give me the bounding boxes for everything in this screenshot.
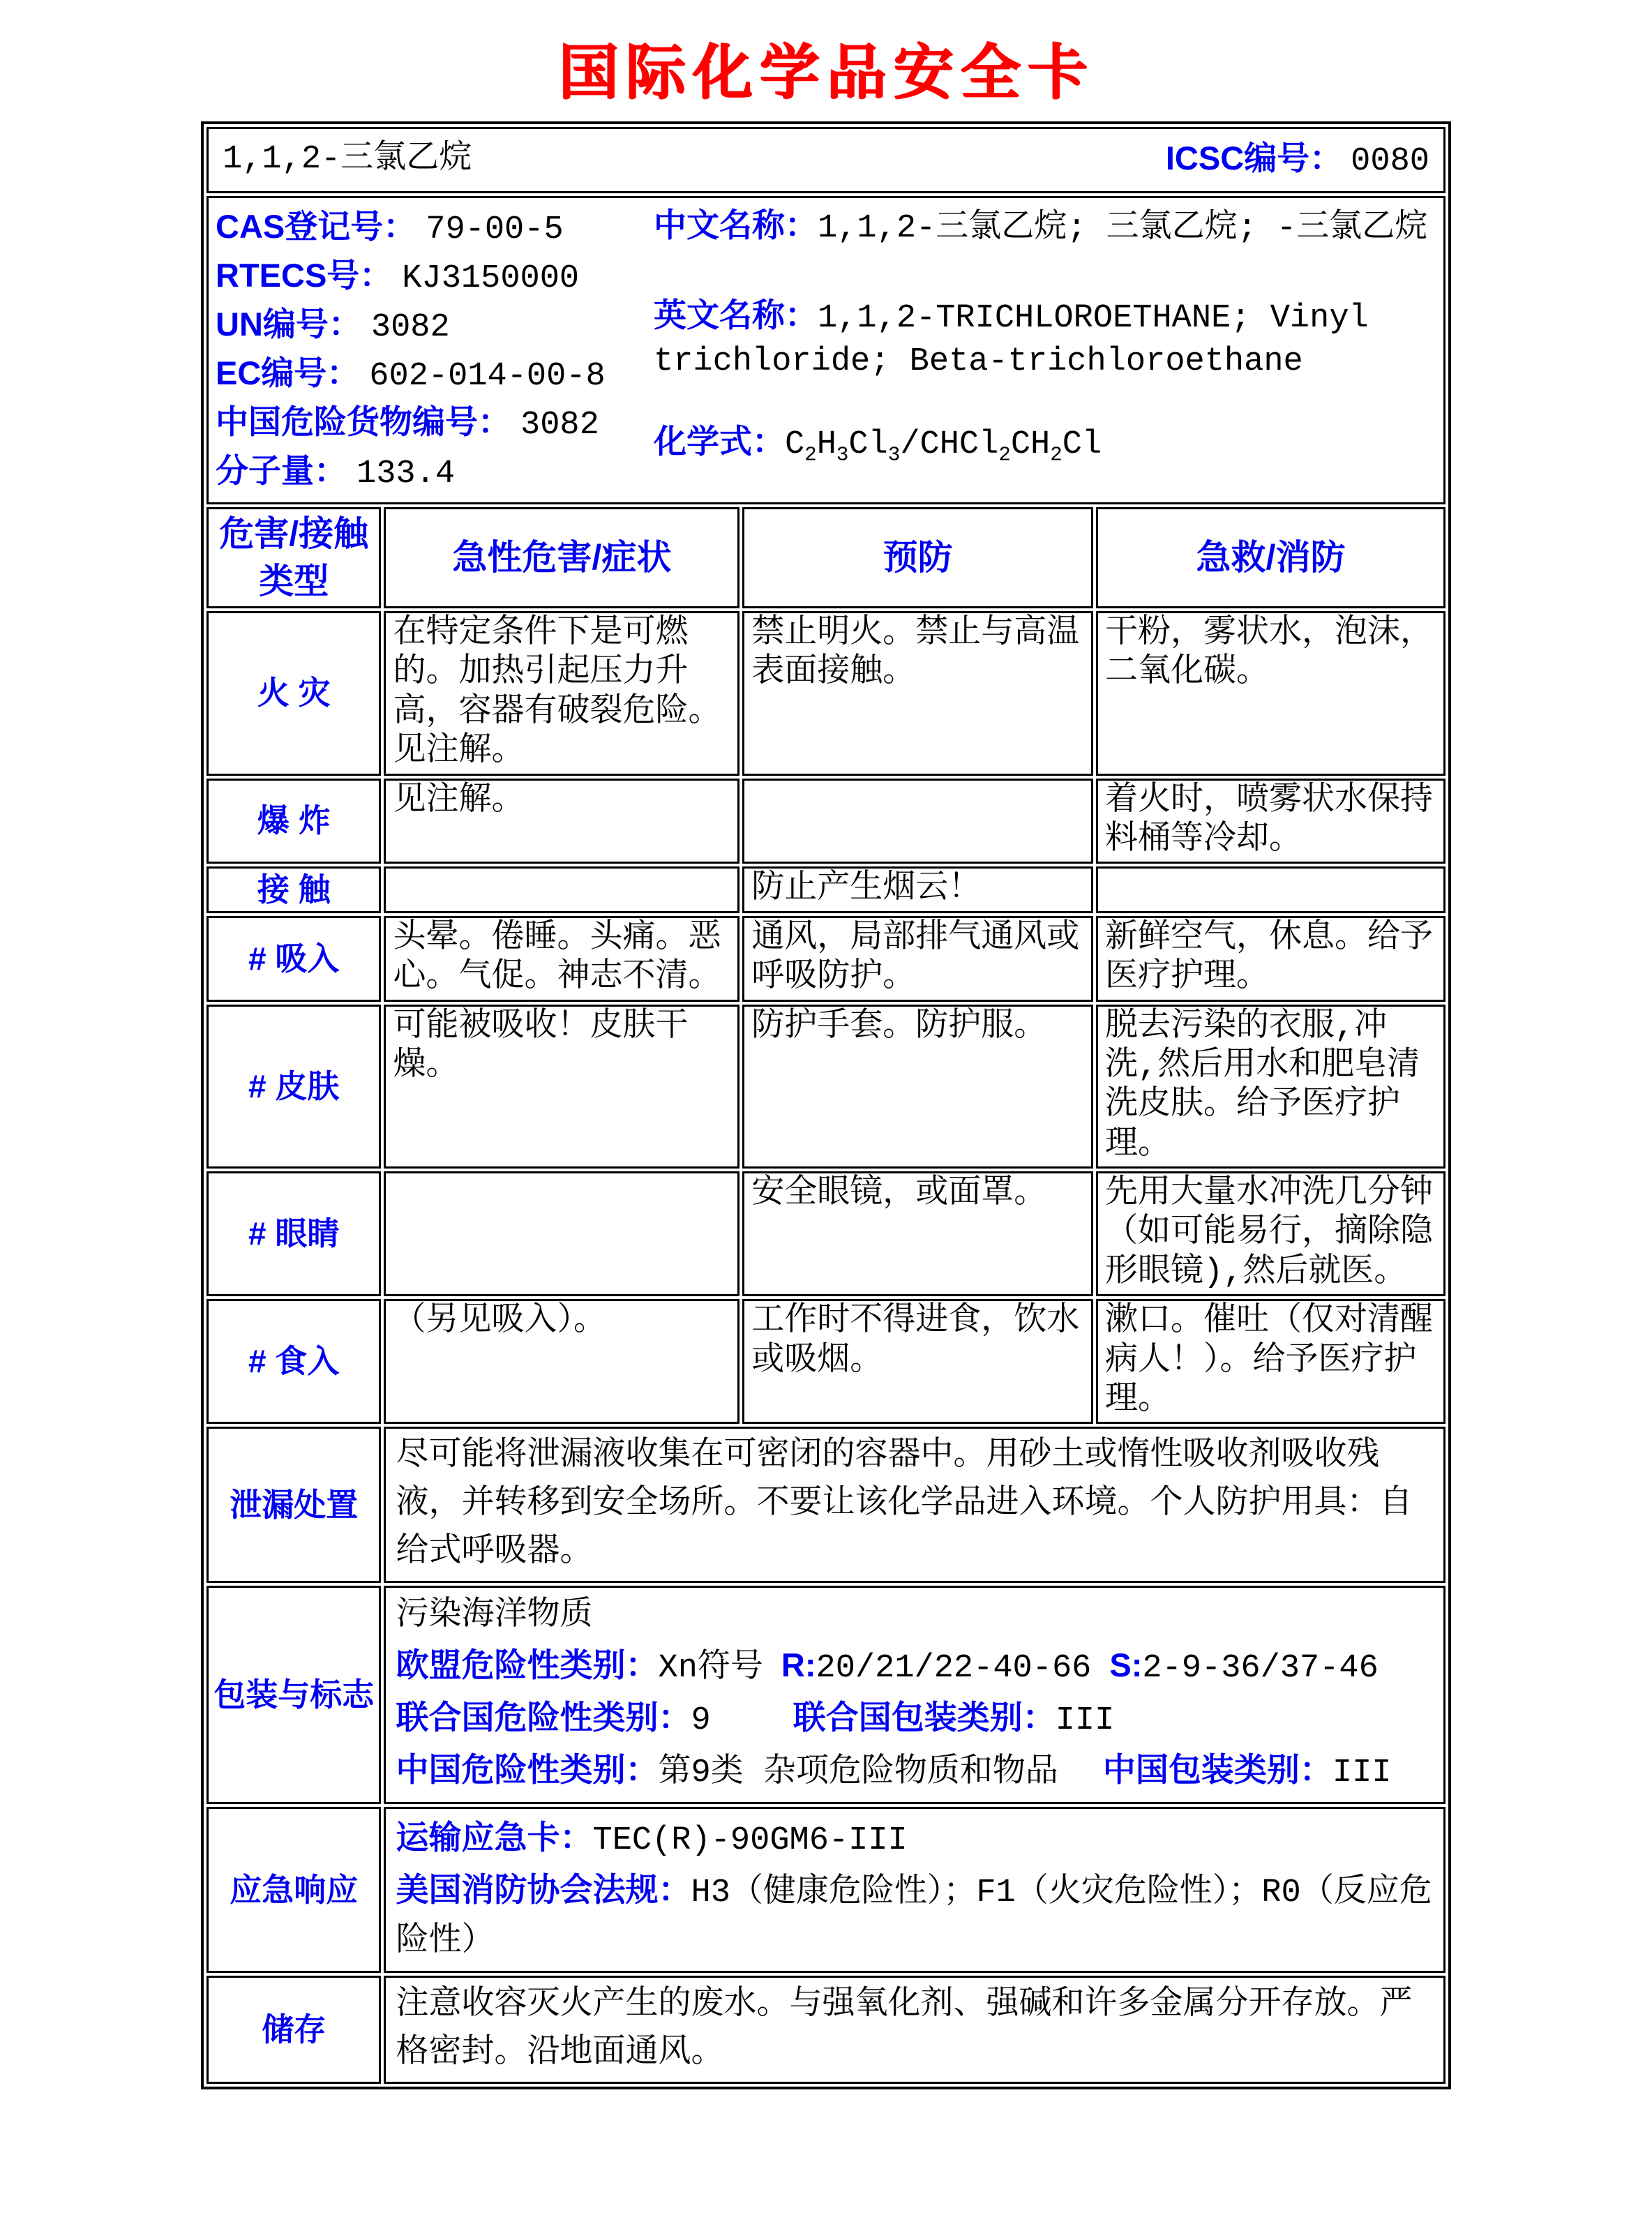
china-dg-label: 中国危险货物编号： bbox=[216, 403, 511, 440]
emergency-label: 应急响应 bbox=[206, 1807, 381, 1973]
chemical-formula bbox=[654, 420, 1436, 476]
un-class-label: 联合国危险性类别： bbox=[396, 1699, 691, 1736]
cas-label: CAS登记号： bbox=[216, 208, 416, 245]
un-pack-label: 联合国包装类别： bbox=[793, 1699, 1056, 1736]
un-class-value: 9 bbox=[691, 1702, 711, 1740]
chinese-name-value: 1,1,2-三氯乙烷; 三氯乙烷; -三氯乙烷 bbox=[818, 210, 1428, 247]
cas-value: 79-00-5 bbox=[426, 211, 564, 248]
un-pack-value: III bbox=[1055, 1702, 1115, 1740]
ingestion-symptoms: （另见吸入）。 bbox=[384, 1299, 739, 1424]
fire-type-label: 火 灾 bbox=[206, 611, 381, 776]
eu-class-label: 欧盟危险性类别： bbox=[396, 1646, 659, 1684]
marine-pollutant-note: 污染海洋物质 bbox=[396, 1598, 593, 1635]
packaging-label: 包装与标志 bbox=[206, 1586, 381, 1804]
identification-cell bbox=[206, 196, 1446, 504]
section-storage bbox=[206, 1976, 1446, 2084]
row-inhalation bbox=[206, 916, 1446, 1002]
contact-response bbox=[1096, 866, 1446, 913]
explosion-prevention bbox=[742, 779, 1093, 864]
r-phrases-label: R: bbox=[781, 1646, 816, 1684]
name-list bbox=[648, 204, 1436, 497]
chinese-name-label: 中文名称： bbox=[654, 206, 818, 243]
nfpa-line bbox=[396, 1865, 1434, 1967]
r-phrases-value: 20/21/22-40-66 bbox=[816, 1650, 1092, 1688]
china-dg-value: 3082 bbox=[520, 407, 599, 444]
eu-class-value: Xn符号 bbox=[658, 1650, 763, 1688]
substance-title-cell bbox=[206, 127, 1446, 193]
column-header-hazard-type: 危害/接触类型 bbox=[206, 507, 381, 608]
column-header-prevention: 预防 bbox=[742, 507, 1093, 608]
ingestion-type-label: # 食入 bbox=[206, 1299, 381, 1424]
chinese-name bbox=[654, 204, 1436, 250]
packaging-content bbox=[384, 1586, 1446, 1804]
cn-pack-value: III bbox=[1332, 1755, 1392, 1792]
nfpa-value: H3（健康危险性）；F1（火灾危险性）；R0（反应危险性） bbox=[396, 1875, 1432, 1961]
explosion-type-label: 爆 炸 bbox=[206, 779, 381, 864]
row-skin bbox=[206, 1005, 1446, 1169]
formula-label: 化学式： bbox=[654, 423, 785, 460]
inhalation-prevention: 通风，局部排气通风或呼吸防护。 bbox=[742, 916, 1093, 1002]
identifier-row-china-dg bbox=[216, 399, 648, 448]
un-label: UN编号： bbox=[216, 306, 361, 343]
column-header-firstaid: 急救/消防 bbox=[1096, 507, 1446, 608]
s-phrases-value: 2-9-36/37-46 bbox=[1142, 1650, 1379, 1688]
molweight-label: 分子量： bbox=[216, 452, 347, 489]
un-value: 3082 bbox=[370, 309, 450, 346]
fire-prevention: 禁止明火。禁止与高温表面接触。 bbox=[742, 611, 1093, 776]
column-header-symptoms: 急性危害/症状 bbox=[384, 507, 739, 608]
skin-symptoms: 可能被吸收！皮肤干燥。 bbox=[384, 1005, 739, 1169]
eyes-prevention: 安全眼镜，或面罩。 bbox=[742, 1171, 1093, 1296]
eu-hazard-line bbox=[396, 1641, 1434, 1693]
ec-value: 602-014-00-8 bbox=[369, 358, 606, 395]
eyes-symptoms bbox=[384, 1171, 739, 1296]
identifier-row-un bbox=[216, 301, 648, 350]
english-name-value: 1,1,2-TRICHLOROETHANE; Vinyl trichloride; Beta-trichloroethane bbox=[654, 300, 1369, 380]
inhalation-type-label: # 吸入 bbox=[206, 916, 381, 1002]
contact-symptoms bbox=[384, 866, 739, 913]
explosion-symptoms: 见注解。 bbox=[384, 779, 739, 864]
section-spill bbox=[206, 1427, 1446, 1583]
skin-type-label: # 皮肤 bbox=[206, 1005, 381, 1169]
row-contact bbox=[206, 866, 1446, 913]
identifier-row-molweight bbox=[216, 448, 648, 497]
rtecs-label: RTECS号： bbox=[216, 257, 393, 294]
substance-title-row bbox=[206, 127, 1446, 193]
nfpa-label: 美国消防协会法规： bbox=[396, 1871, 691, 1909]
cn-class-label: 中国危险性类别： bbox=[396, 1751, 659, 1789]
icsc-number-label: ICSC编号： bbox=[1165, 139, 1343, 177]
skin-response: 脱去污染的衣服,冲洗,然后用水和肥皂清洗皮肤。给予医疗护理。 bbox=[1096, 1005, 1446, 1169]
contact-prevention: 防止产生烟云！ bbox=[742, 866, 1093, 913]
section-packaging bbox=[206, 1586, 1446, 1804]
eyes-response: 先用大量水冲洗几分钟（如可能易行，摘除隐形眼镜),然后就医。 bbox=[1096, 1171, 1446, 1296]
contact-type-label: 接 触 bbox=[206, 866, 381, 913]
ec-label: EC编号： bbox=[216, 354, 360, 391]
rtecs-value: KJ3150000 bbox=[402, 260, 580, 297]
spill-text: 尽可能将泄漏液收集在可密闭的容器中。用砂土或惰性吸收剂吸收残液，并转移到安全场所。不要让该化学品进入环境。个人防护用具：自给式呼吸器。 bbox=[384, 1427, 1446, 1583]
cn-class-value: 第9类 杂项危险物质和物品 bbox=[658, 1755, 1058, 1792]
identifier-row-rtecs bbox=[216, 253, 648, 301]
icsc-number-value: 0080 bbox=[1351, 142, 1429, 180]
identifier-list bbox=[216, 204, 648, 497]
row-eyes bbox=[206, 1171, 1446, 1296]
molweight-value: 133.4 bbox=[356, 456, 456, 493]
spill-label: 泄漏处置 bbox=[206, 1427, 381, 1583]
row-fire bbox=[206, 611, 1446, 776]
un-hazard-line bbox=[396, 1693, 1434, 1745]
identifier-row-ec bbox=[216, 350, 648, 399]
identifier-row-cas bbox=[216, 204, 648, 253]
storage-label: 储存 bbox=[206, 1976, 381, 2084]
column-header-row bbox=[206, 507, 1446, 608]
safety-card-table bbox=[201, 121, 1451, 2089]
eyes-type-label: # 眼睛 bbox=[206, 1171, 381, 1296]
fire-response: 干粉，雾状水，泡沫，二氧化碳。 bbox=[1096, 611, 1446, 776]
cn-hazard-line bbox=[396, 1745, 1434, 1798]
page-title: 国际化学品安全卡 bbox=[558, 39, 1094, 106]
formula-value: $C_2H_3Cl_3/CHCl_2CH_2Cl$ bbox=[785, 426, 1102, 467]
row-ingestion bbox=[206, 1299, 1446, 1424]
tec-line bbox=[396, 1813, 1434, 1865]
english-name bbox=[654, 294, 1436, 384]
row-explosion bbox=[206, 779, 1446, 864]
inhalation-symptoms: 头晕。倦睡。头痛。恶心。气促。神志不清。 bbox=[384, 916, 739, 1002]
storage-text: 注意收容灭火产生的废水。与强氧化剂、强碱和许多金属分开存放。严格密封。沿地面通风。 bbox=[384, 1976, 1446, 2084]
fire-symptoms: 在特定条件下是可燃的。加热引起压力升高，容器有破裂危险。见注解。 bbox=[384, 611, 739, 776]
ingestion-prevention: 工作时不得进食，饮水或吸烟。 bbox=[742, 1299, 1093, 1424]
s-phrases-label: S: bbox=[1109, 1646, 1143, 1684]
english-name-label: 英文名称： bbox=[654, 296, 818, 333]
explosion-response: 着火时，喷雾状水保持料桶等冷却。 bbox=[1096, 779, 1446, 864]
tec-card-value: TEC(R)-90GM6-III bbox=[592, 1822, 908, 1860]
substance-name: 1,1,2-三氯乙烷 bbox=[223, 141, 472, 179]
emergency-content bbox=[384, 1807, 1446, 1973]
skin-prevention: 防护手套。防护服。 bbox=[742, 1005, 1093, 1169]
inhalation-response: 新鲜空气，休息。给予医疗护理。 bbox=[1096, 916, 1446, 1002]
cn-pack-label: 中国包装类别： bbox=[1102, 1751, 1332, 1789]
ingestion-response: 漱口。催吐（仅对清醒病人！）。给予医疗护理。 bbox=[1096, 1299, 1446, 1424]
section-emergency bbox=[206, 1807, 1446, 1973]
identification-row bbox=[206, 196, 1446, 504]
tec-card-label: 运输应急卡： bbox=[396, 1819, 593, 1856]
